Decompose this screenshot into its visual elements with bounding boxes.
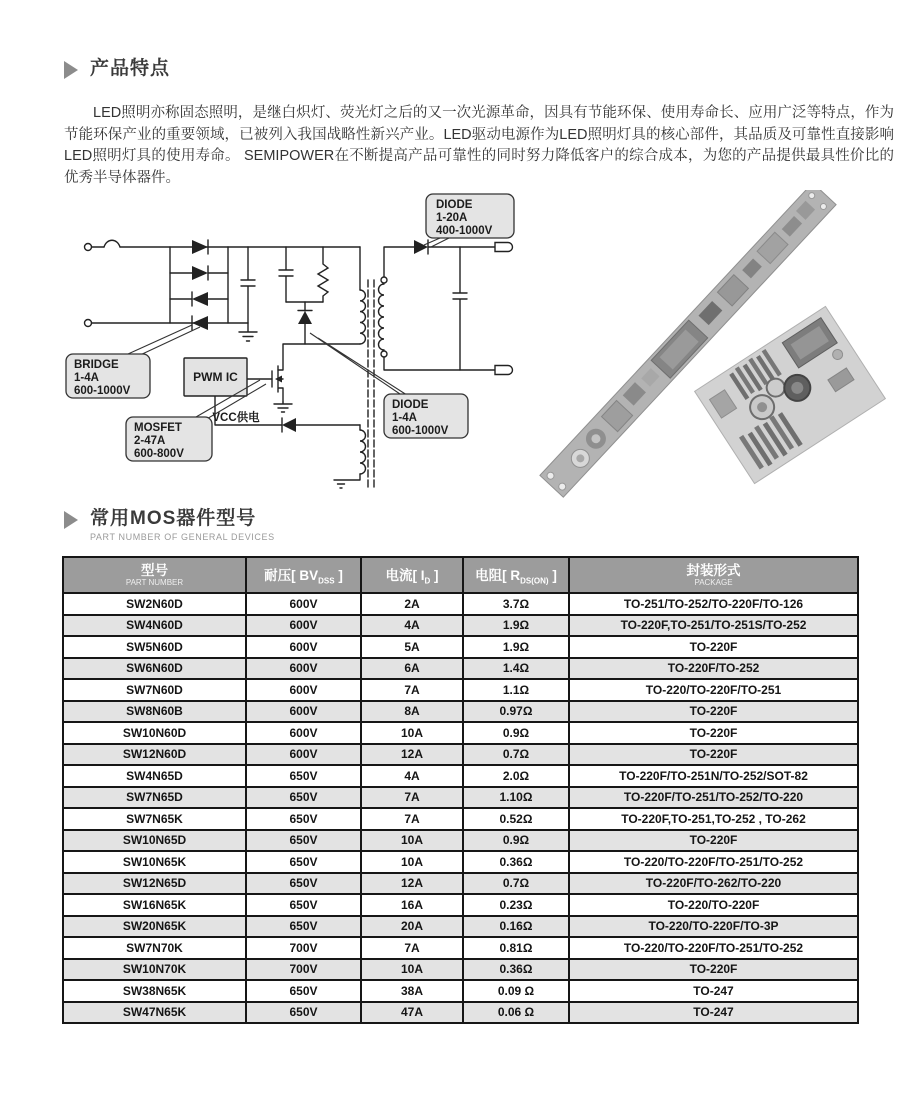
table-cell: 600V [246,658,361,680]
table-row [63,744,858,766]
col-header-part-number: 型号 PART NUMBER [63,557,246,593]
table-row [63,830,858,852]
table-cell: TO-247 [569,1002,858,1024]
table-cell: 2A [361,593,463,615]
callout-diode-aux [384,394,468,438]
table-cell: TO-220/TO-220F/TO-251/TO-252 [569,851,858,873]
table-cell: SW7N65D [63,787,246,809]
table-cell: 600V [246,722,361,744]
table-cell: SW4N60D [63,615,246,637]
svg-text:1-4A: 1-4A [74,372,99,384]
table-cell: 0.09 Ω [463,980,569,1002]
table-cell: 0.81Ω [463,937,569,959]
table-cell: SW47N65K [63,1002,246,1024]
callout-diode-output [426,194,514,238]
table-cell: SW12N65D [63,873,246,895]
pwm-ic-label: PWM IC [193,370,238,384]
table-cell: 0.23Ω [463,894,569,916]
table-cell: 47A [361,1002,463,1024]
table-row [63,937,858,959]
table-cell: 4A [361,615,463,637]
table-cell: 10A [361,722,463,744]
col-header-resistance: 电阻[ $R_{DS(ON)}$ ] [463,557,569,593]
table-cell: 650V [246,916,361,938]
led-driver-circuit-diagram [58,192,520,499]
table-cell: SW8N60B [63,701,246,723]
table-cell: 0.36Ω [463,851,569,873]
table-cell: SW4N65D [63,765,246,787]
table-cell: 600V [246,744,361,766]
table-row [63,679,858,701]
svg-text:1-4A: 1-4A [392,412,417,424]
table-cell: 0.97Ω [463,701,569,723]
table-header-row [63,557,858,593]
section-features-header [64,58,170,80]
table-cell: 650V [246,830,361,852]
table-cell: SW38N65K [63,980,246,1002]
table-row [63,615,858,637]
table-cell: 12A [361,873,463,895]
table-cell: 650V [246,765,361,787]
table-cell: 2.0Ω [463,765,569,787]
table-cell: 650V [246,1002,361,1024]
table-row [63,593,858,615]
table-cell: 0.9Ω [463,830,569,852]
table-cell: 600V [246,636,361,658]
table-cell: 20A [361,916,463,938]
table-cell: TO-220F [569,701,858,723]
section-mos-header [64,508,275,542]
table-cell: TO-220F [569,744,858,766]
mos-table-body [63,593,858,1023]
callout-bridge [66,354,150,398]
table-cell: 7A [361,787,463,809]
table-cell: SW7N60D [63,679,246,701]
table-cell: 0.7Ω [463,873,569,895]
table-cell: TO-220F/TO-251N/TO-252/SOT-82 [569,765,858,787]
table-row [63,894,858,916]
table-row [63,959,858,981]
table-cell: 38A [361,980,463,1002]
table-cell: 600V [246,615,361,637]
table-cell: 650V [246,851,361,873]
table-cell: TO-220/TO-220F/TO-251/TO-252 [569,937,858,959]
svg-text:1-20A: 1-20A [436,212,468,224]
table-cell: SW10N70K [63,959,246,981]
table-row [63,851,858,873]
table-cell: TO-220F [569,830,858,852]
table-cell: SW10N65K [63,851,246,873]
table-cell: SW12N60D [63,744,246,766]
table-row [63,636,858,658]
table-cell: 12A [361,744,463,766]
table-cell: 1.9Ω [463,615,569,637]
table-row [63,808,858,830]
table-row [63,765,858,787]
vcc-supply-label: VCC供电 [212,412,260,424]
table-cell: 1.1Ω [463,679,569,701]
svg-text:DIODE: DIODE [436,199,473,211]
svg-text:MOSFET: MOSFET [134,422,182,434]
table-cell: SW7N65K [63,808,246,830]
table-cell: TO-220/TO-220F/TO-251 [569,679,858,701]
table-cell: TO-251/TO-252/TO-220F/TO-126 [569,593,858,615]
table-row [63,916,858,938]
table-cell: SW6N60D [63,658,246,680]
table-row [63,787,858,809]
table-cell: 650V [246,980,361,1002]
section-features-title: 产品特点 [90,58,171,79]
svg-text:600-1000V: 600-1000V [392,425,449,437]
table-cell: 600V [246,593,361,615]
svg-text:600-800V: 600-800V [134,448,184,460]
col-header-current: 电流[ $I_D$ ] [361,557,463,593]
table-cell: SW20N65K [63,916,246,938]
table-cell: TO-220/TO-220F [569,894,858,916]
table-cell: SW2N60D [63,593,246,615]
table-cell: 10A [361,959,463,981]
table-cell: 5A [361,636,463,658]
table-cell: 650V [246,873,361,895]
table-cell: SW10N65D [63,830,246,852]
table-cell: 1.10Ω [463,787,569,809]
table-cell: 600V [246,701,361,723]
table-cell: 700V [246,959,361,981]
section-mos-title: 常用MOS器件型号 [90,508,257,529]
table-cell: 7A [361,937,463,959]
table-cell: 4A [361,765,463,787]
table-cell: SW16N65K [63,894,246,916]
table-cell: TO-220F [569,722,858,744]
table-cell: 16A [361,894,463,916]
table-cell: TO-220/TO-220F/TO-3P [569,916,858,938]
table-cell: TO-220F [569,636,858,658]
table-cell: 10A [361,830,463,852]
svg-text:2-47A: 2-47A [134,435,166,447]
features-paragraph: LED照明亦称固态照明，是继白炽灯、荧光灯之后的又一次光源革命，因具有节能环保、使用寿命长、应用广泛等特点，作为节能环保产业的重要领域，已被列入我国战略性新兴产业。LED驱动电源作为LED照明灯具的核心部件，其品质及可靠性直接影响LED照明灯具的使用寿命。 SEMIPOWER在不断提高产品可靠性的同时努力降低客户的综合成本，为您的产品提供最具性价比的优秀半导体器件。 [64,105,894,186]
led-driver-pcb-photo [528,190,923,500]
table-row [63,722,858,744]
table-cell: 3.7Ω [463,593,569,615]
table-cell: 650V [246,894,361,916]
table-cell: 8A [361,701,463,723]
table-cell: 600V [246,679,361,701]
section-arrow-icon [64,61,78,79]
table-cell: 0.7Ω [463,744,569,766]
section-arrow-icon [64,511,78,529]
power-supply-board [695,306,886,483]
table-cell: 0.06 Ω [463,1002,569,1024]
table-cell: 7A [361,679,463,701]
table-cell: TO-220F,TO-251,TO-252 , TO-262 [569,808,858,830]
table-cell: 7A [361,808,463,830]
col-header-package: 封装形式 PACKAGE [569,557,858,593]
table-cell: TO-220F/TO-251/TO-252/TO-220 [569,787,858,809]
svg-text:DIODE: DIODE [392,399,429,411]
svg-text:600-1000V: 600-1000V [74,385,131,397]
table-cell: TO-220F/TO-252 [569,658,858,680]
table-cell: 1.9Ω [463,636,569,658]
mos-parts-table [62,556,859,1024]
pwm-ic-block [184,358,247,396]
table-cell: 0.36Ω [463,959,569,981]
table-row [63,980,858,1002]
table-row [63,658,858,680]
table-cell: TO-220F [569,959,858,981]
col-header-voltage: 耐压[ $BV_{DSS}$ ] [246,557,361,593]
section-mos-subtitle: PART NUMBER OF GENERAL DEVICES [90,532,275,542]
table-cell: 1.4Ω [463,658,569,680]
table-cell: TO-220F,TO-251/TO-251S/TO-252 [569,615,858,637]
callout-mosfet [126,417,212,461]
table-cell: 0.9Ω [463,722,569,744]
table-cell: 650V [246,808,361,830]
svg-text:BRIDGE: BRIDGE [74,359,119,371]
svg-text:400-1000V: 400-1000V [436,225,493,237]
table-cell: SW10N60D [63,722,246,744]
table-cell: 0.52Ω [463,808,569,830]
table-cell: SW5N60D [63,636,246,658]
table-cell: TO-220F/TO-262/TO-220 [569,873,858,895]
table-cell: 6A [361,658,463,680]
table-cell: 10A [361,851,463,873]
callout-leader-lines [128,238,449,420]
table-cell: 700V [246,937,361,959]
table-row [63,1002,858,1024]
table-cell: TO-247 [569,980,858,1002]
table-cell: 650V [246,787,361,809]
table-cell: 0.16Ω [463,916,569,938]
table-row [63,701,858,723]
table-row [63,873,858,895]
table-cell: SW7N70K [63,937,246,959]
